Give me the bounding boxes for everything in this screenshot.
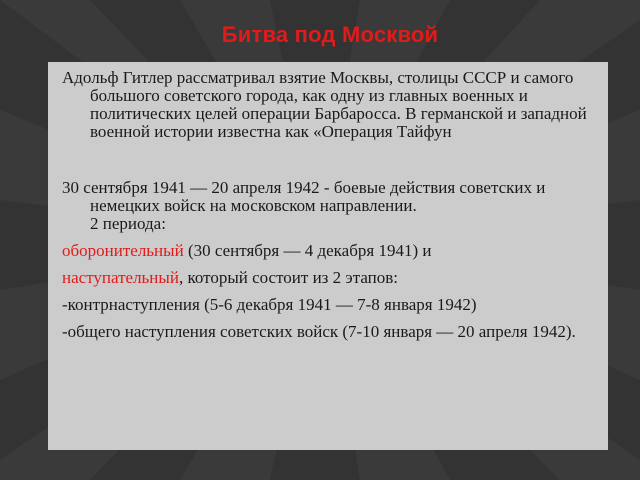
intro-paragraph: Адольф Гитлер рассматривал взятие Москвы, столицы СССР и самого большого советского города, как одну из главных военных и политических целей операции Барбаросса. В германской и западной военной истории известна как «Операция Тайфун (62, 68, 587, 141)
defensive-rest: (30 сентября — 4 декабря 1941) и (183, 241, 432, 260)
dates-paragraph (62, 179, 607, 233)
slide-body (62, 69, 607, 341)
offensive-period (62, 269, 607, 287)
offensive-term: наступательный (62, 268, 179, 287)
defensive-period (62, 242, 607, 260)
defensive-term: оборонительный (62, 241, 184, 260)
stage-1: -контрнаступления (5-6 декабря 1941 — 7-8 января 1942) (62, 295, 477, 314)
stage-2: -общего наступления советских войск (7-10 января — 20 апреля 1942). (62, 322, 576, 341)
periods-text: 2 периода: (90, 214, 166, 233)
dates-text: 30 сентября 1941 — 20 апреля 1942 - боевые действия советских и немецких войск на московском направлении. (62, 178, 546, 215)
offensive-rest: , который состоит из 2 этапов: (178, 268, 398, 287)
slide-title: Битва под Москвой (221, 22, 439, 47)
